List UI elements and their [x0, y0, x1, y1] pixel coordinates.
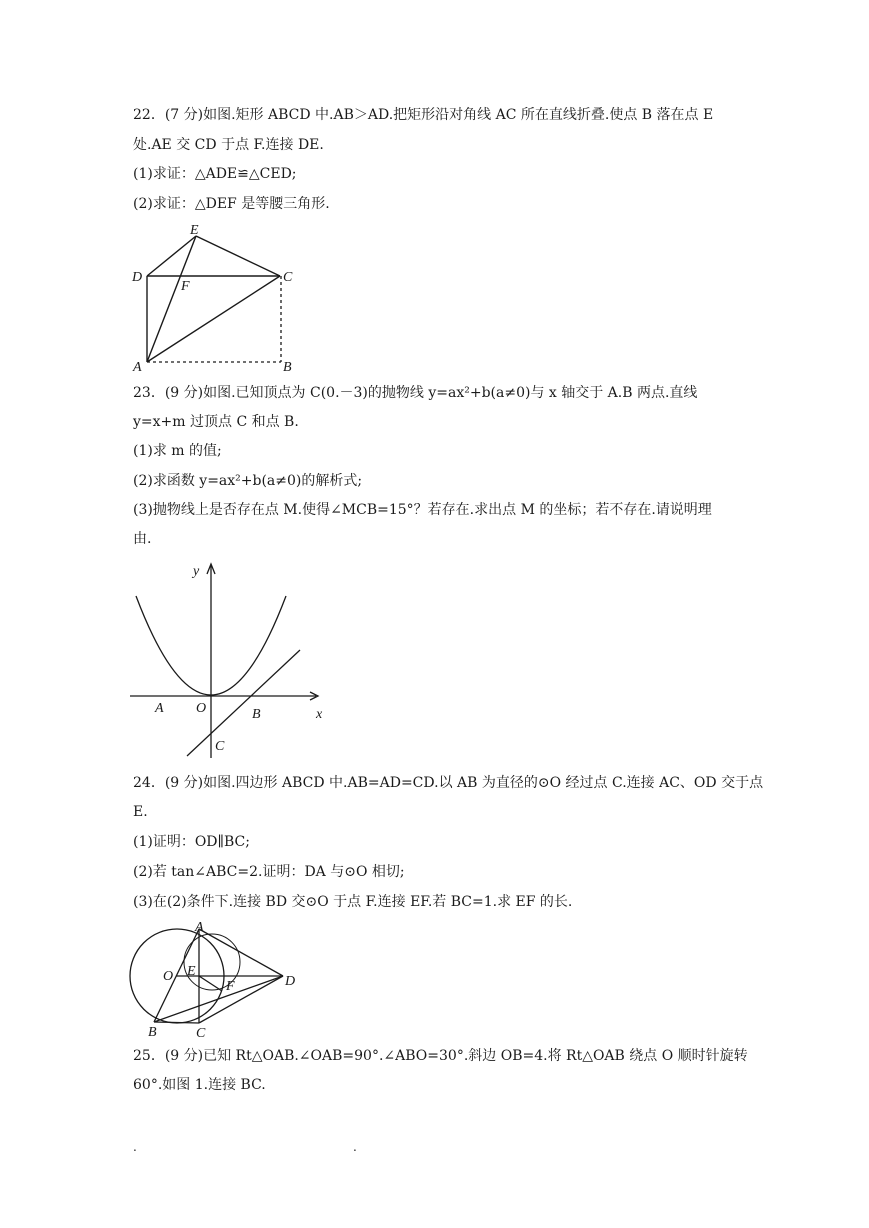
q22-label-C: C [283, 270, 293, 285]
q22-label-B: B [283, 360, 292, 375]
q23-label-y: y [193, 564, 200, 579]
q23-figure [125, 555, 335, 760]
q22-label-F: F [181, 279, 190, 294]
q24-label-A: A [195, 920, 204, 935]
q23-label-A: A [155, 701, 164, 716]
q23-part2: (2)求函数 y=ax²+b(a≠0)的解析式; [133, 473, 363, 489]
q22-label-E: E [190, 223, 199, 238]
q24-line2: E. [133, 804, 148, 820]
q23-label-O: O [196, 701, 207, 716]
q23-part1: (1)求 m 的值; [133, 443, 222, 459]
q23-part3b: 由. [133, 531, 152, 547]
q25-line1: 25．(9 分)已知 Rt△OAB.∠OAB=90°.∠ABO=30°.斜边 OB=4.将 Rt△OAB 绕点 O 顺时针旋转 [133, 1048, 748, 1064]
q24-part3: (3)在(2)条件下.连接 BD 交⊙O 于点 F.连接 EF.若 BC=1.求 EF 的长. [133, 894, 573, 910]
q23-line2: y=x+m 过顶点 C 和点 B. [133, 414, 299, 430]
q22-line1: 22．(7 分)如图.矩形 ABCD 中.AB＞AD.把矩形沿对角线 AC 所在直线折叠.使点 B 落在点 E [133, 107, 714, 123]
q24-figure [125, 918, 305, 1040]
footer-dot-left: . [133, 1140, 137, 1154]
q23-label-x: x [316, 707, 323, 722]
q23-label-C: C [215, 739, 225, 754]
q23-line1: 23．(9 分)如图.已知顶点为 C(0.－3)的抛物线 y=ax²+b(a≠0)与 x 轴交于 A.B 两点.直线 [133, 385, 698, 401]
q22-part1: (1)求证：△ADE≌△CED; [133, 166, 297, 182]
q24-part1: (1)证明：OD∥BC; [133, 834, 250, 850]
q24-part2: (2)若 tan∠ABC=2.证明：DA 与⊙O 相切; [133, 864, 405, 880]
q23-label-B: B [252, 707, 261, 722]
q23-part3: (3)抛物线上是否存在点 M.使得∠MCB=15°？若存在.求出点 M 的坐标；若不存在.请说明理 [133, 502, 712, 518]
q24-label-C: C [196, 1026, 206, 1040]
q24-label-O: O [163, 969, 174, 984]
q22-label-D: D [132, 270, 143, 285]
q22-line2: 处.AE 交 CD 于点 F.连接 DE. [133, 137, 324, 153]
q24-line1: 24．(9 分)如图.四边形 ABCD 中.AB=AD=CD.以 AB 为直径的⊙O 经过点 C.连接 AC、OD 交于点 [133, 775, 764, 791]
q22-figure [125, 220, 315, 375]
q22-label-A: A [133, 360, 142, 375]
q22-part2: (2)求证：△DEF 是等腰三角形. [133, 196, 330, 212]
footer-dot-right: . [353, 1140, 357, 1154]
q24-label-F: F [226, 979, 235, 994]
q24-label-B: B [148, 1025, 157, 1040]
q25-line2: 60°.如图 1.连接 BC. [133, 1077, 266, 1093]
q24-label-D: D [285, 974, 296, 989]
q24-label-E: E [187, 964, 196, 979]
